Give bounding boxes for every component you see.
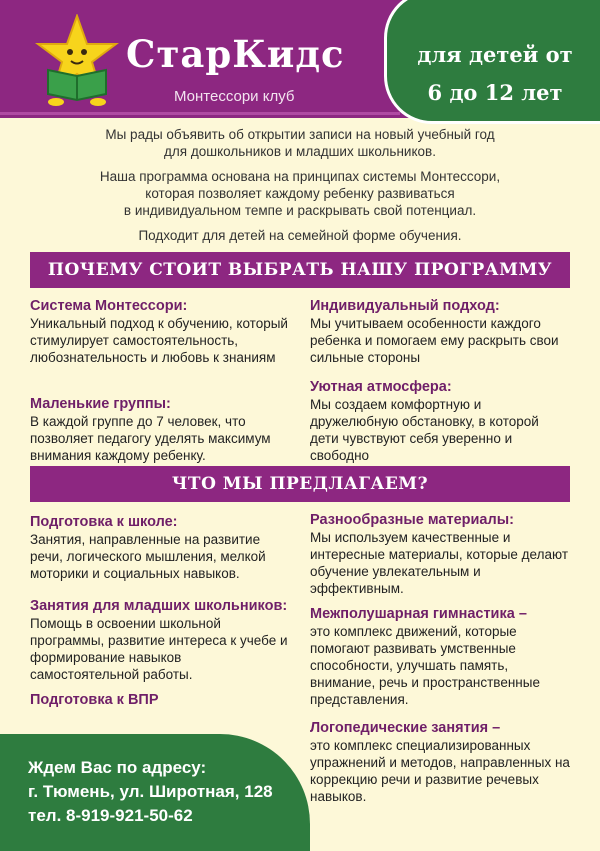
intro-p2-line3: в индивидуальном темпе и раскрывать свой потенциал. (123, 203, 477, 218)
offer-title: Подготовка к ВПР (30, 692, 159, 708)
header-stripe (0, 112, 400, 115)
feature-text: В каждой группе до 7 человек, что позволяет педагогу уделять максимум внимания каждому ребенку. (30, 414, 271, 463)
offer-title: Межполушарная гимнастика – (310, 606, 527, 622)
age-badge-text (400, 36, 590, 112)
intro-text (40, 126, 560, 252)
intro-p2-line1: Наша программа основана на принципах системы Монтессори, (99, 169, 501, 184)
star-mascot-logo (34, 14, 120, 106)
section-why-title: ПОЧЕМУ СТОИТ ВЫБРАТЬ НАШУ ПРОГРАММУ (30, 252, 570, 288)
section-offer-title: ЧТО МЫ ПРЕДЛАГАЕМ? (30, 466, 570, 502)
feature-text: Мы учитываем особенности каждого ребенка и помогаем ему раскрыть свои сильные стороны (310, 316, 559, 365)
intro-p2-line2: которая позволяет каждому ребенку развиваться (145, 186, 455, 201)
brand-subtitle: Монтессори клуб (174, 88, 295, 105)
offer-text: это комплекс специализированных упражнений и методов, направленных на коррекцию речи и развитие речевых навыков. (310, 738, 570, 804)
offer-title: Занятия для младших школьников: (30, 598, 288, 614)
feature-atmosphere (310, 379, 568, 464)
contact-info (28, 756, 273, 828)
feature-montessori (30, 298, 300, 366)
offer-text: Помощь в освоении школьной программы, развитие интереса к учебе и формирование навыков самостоятельной работы. (30, 616, 288, 682)
offer-text: Занятия, направленные на развитие речи, логического мышления, мелкой моторики и социальных навыков. (30, 532, 266, 581)
star-icon (34, 14, 120, 106)
feature-title: Маленькие группы: (30, 396, 171, 412)
feature-text: Мы создаем комфортную и дружелюбную обстановку, в которой дети чувствуют себя уверенно и свободно (310, 397, 539, 463)
brand-name: СтарКидс (126, 32, 345, 76)
offer-text: это комплекс движений, которые помогают развивать умственные способности, улучшать память, внимание, речь и пространственные представления. (310, 624, 540, 707)
contact-invite: Ждем Вас по адресу: (28, 758, 207, 777)
intro-paragraph-1 (40, 126, 560, 160)
offer-speech-therapy (310, 720, 572, 805)
intro-paragraph-2 (40, 168, 560, 219)
offer-gymnastics (310, 606, 568, 708)
intro-p1-line1: Мы рады объявить об открытии записи на новый учебный год (105, 127, 495, 142)
feature-small-groups (30, 396, 292, 464)
offer-vpr-prep (30, 692, 300, 709)
contact-phone: тел. 8-919-921-50-62 (28, 806, 193, 825)
intro-paragraph-3: Подходит для детей на семейной форме обучения. (138, 228, 462, 243)
offer-title: Разнообразные материалы: (310, 512, 514, 528)
offer-school-prep (30, 514, 292, 582)
offer-title: Логопедические занятия – (310, 720, 501, 736)
feature-title: Система Монтессори: (30, 298, 188, 314)
age-line-1: для детей от (417, 42, 573, 67)
offer-materials (310, 512, 572, 597)
offer-junior-classes (30, 597, 288, 683)
feature-individual (310, 298, 572, 366)
feature-title: Индивидуальный подход: (310, 298, 500, 314)
intro-p1-line2: для дошкольников и младших школьников. (164, 144, 436, 159)
offer-text: Мы используем качественные и интересные материалы, которые делают обучение увлекательным и эффективным. (310, 530, 569, 596)
age-line-2: 6 до 12 лет (427, 80, 563, 105)
feature-title: Уютная атмосфера: (310, 379, 452, 395)
offer-title: Подготовка к школе: (30, 514, 178, 530)
contact-address: г. Тюмень, ул. Широтная, 128 (28, 782, 273, 801)
feature-text: Уникальный подход к обучению, который стимулирует самостоятельность, любознательность и любовь к знаниям (30, 316, 288, 365)
